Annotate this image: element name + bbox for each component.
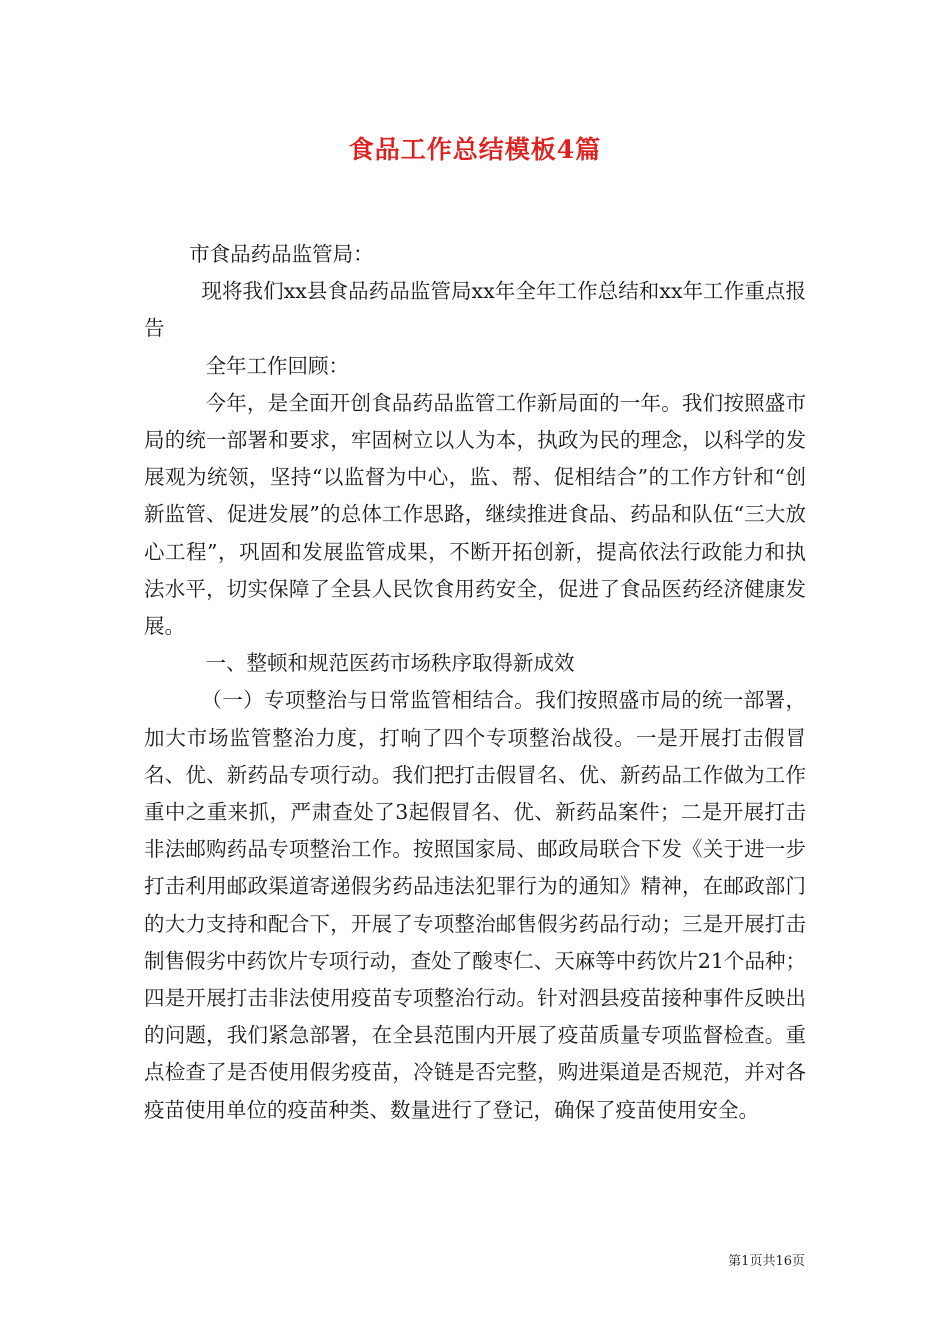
paragraph-overview: 今年，是全面开创食品药品监管工作新局面的一年。我们按照盛市局的统一部署和要求，牢固树立以人为本，执政为民的理念，以科学的发展观为统领，坚持“以监督为中心，监、帮、促相结合”的工作方针和“创新监管、促进发展”的总体工作思路，继续推进食品、药品和队伍“三大放心工程”，巩固和发展监管成果，不断开拓创新，提高依法行政能力和执法水平，切实保障了全县人民饮食用药安全，促进了食品医药经济健康发展。	[144, 390, 806, 639]
document-body	[144, 236, 806, 1129]
page-number: 第1页共16页	[728, 1254, 805, 1269]
paragraph-special-rectification: （一）专项整治与日常监管相结合。我们按照盛市局的统一部署，加大市场监管整治力度，打响了四个专项整治战役。一是开展打击假冒名、优、新药品专项行动。我们把打击假冒名、优、新药品工作做为工作重中之重来抓，严肃查处了3起假冒名、优、新药品案件；二是开展打击非法邮购药品专项整治工作。按照国家局、邮政局联合下发《关于进一步打击利用邮政渠道寄递假劣药品违法犯罪行为的通知》精神，在邮政部门的大力支持和配合下，开展了专项整治邮售假劣药品行动；三是开展打击制售假劣中药饮片专项行动，查处了酸枣仁、天麻等中药饮片21个品种；四是开展打击非法使用疫苗专项整治行动。针对泗县疫苗接种事件反映出的问题，我们紧急部署，在全县范围内开展了疫苗质量专项监督检查。重点检查了是否使用假劣疫苗，冷链是否完整，购进渠道是否规范，并对各疫苗使用单位的疫苗种类、数量进行了登记，确保了疫苗使用安全。	[144, 688, 806, 1122]
section-heading-1: 一、整顿和规范医药市场秩序取得新成效	[205, 651, 575, 676]
addressee-line: 市食品药品监管局：	[189, 242, 374, 266]
document-title: 食品工作总结模板4篇	[348, 135, 602, 164]
paragraph-intro: 现将我们xx县食品药品监管局xx年全年工作总结和xx年工作重点报告	[144, 279, 806, 341]
paragraph-review-heading: 全年工作回顾：	[205, 353, 349, 378]
